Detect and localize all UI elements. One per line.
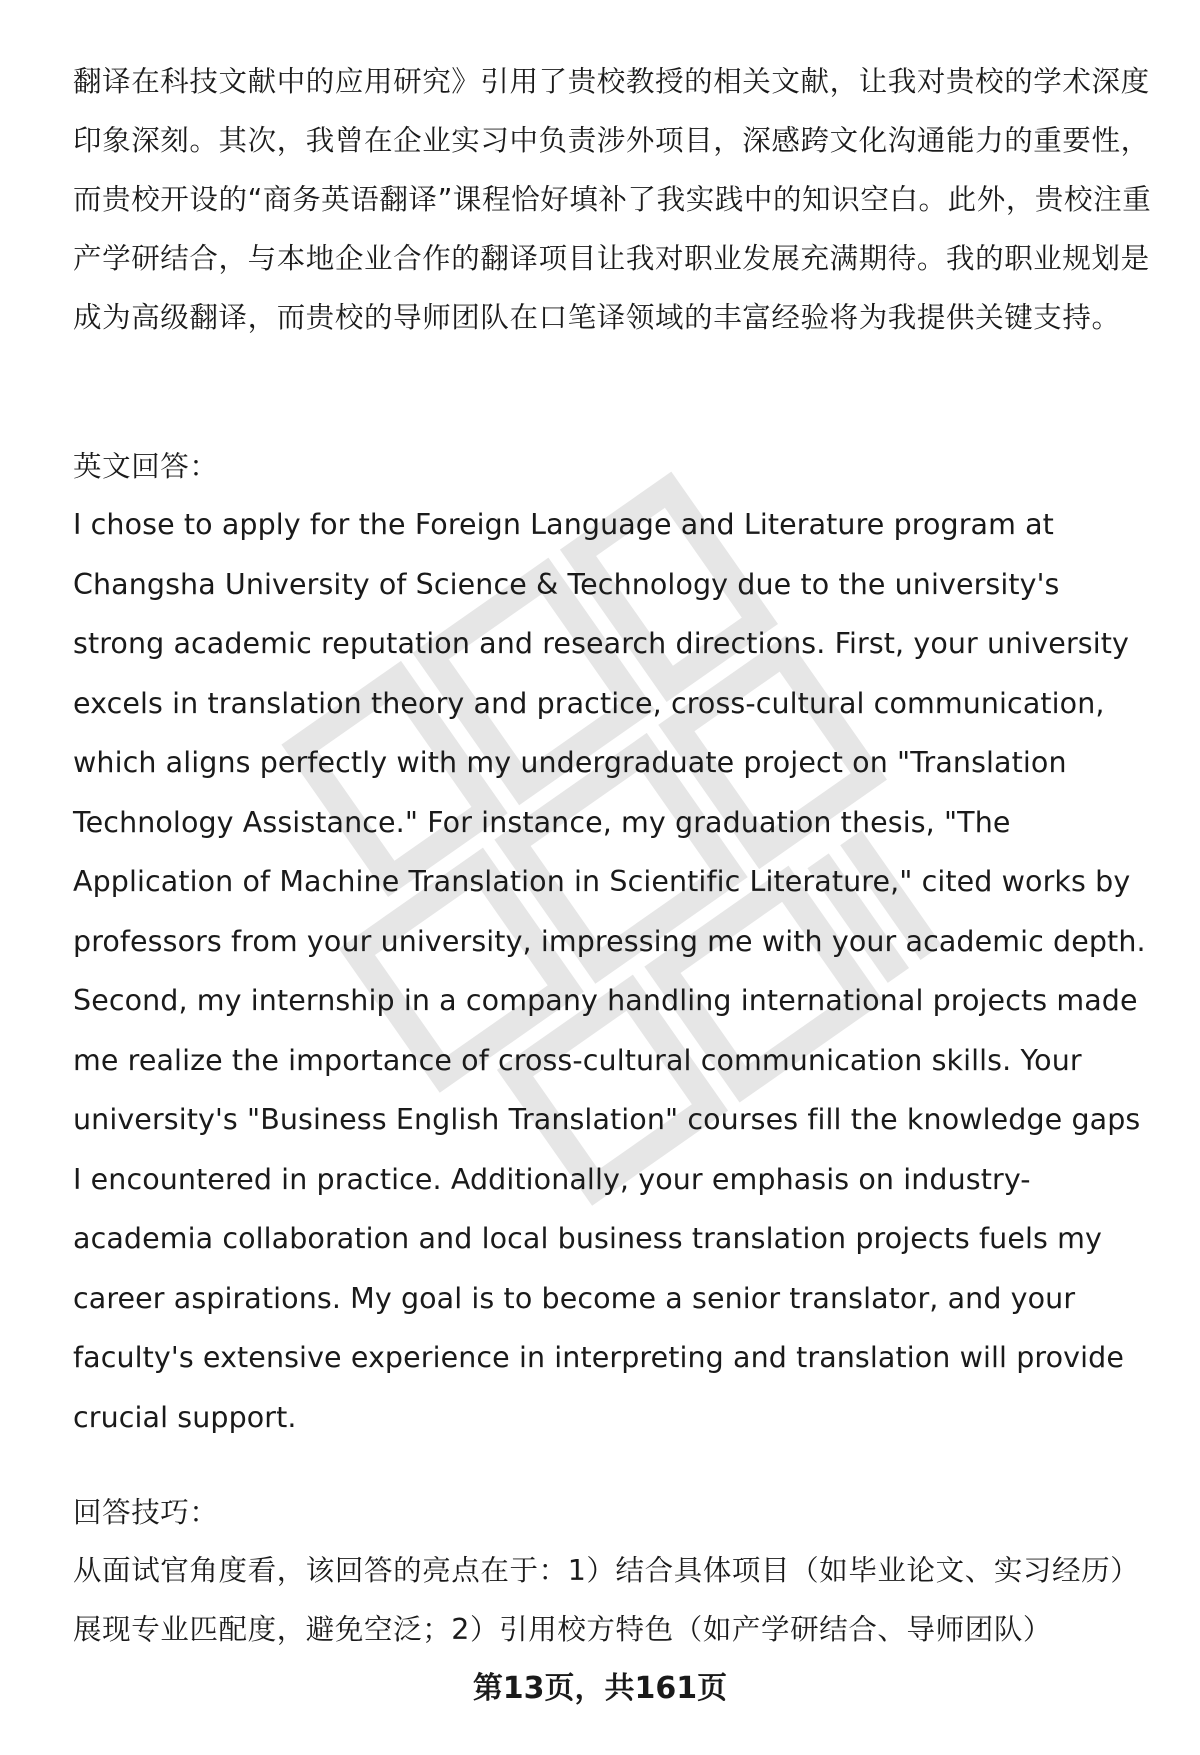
- paragraph-answer-tips: 从面试官角度看，该回答的亮点在于：1）结合具体项目（如毕业论文、实习经历）展现专业匹配度，避免空泛；2）引用校方特色（如产学研结合、导师团队）: [73, 1554, 1140, 1646]
- answer-tips-label: 回答技巧：: [73, 1496, 219, 1529]
- page-number-footer: 第13页，共161页: [472, 1671, 728, 1706]
- paragraph-chinese-answer: 翻译在科技文献中的应用研究》引用了贵校教授的相关文献，让我对贵校的学术深度印象深刻。其次，我曾在企业实习中负责涉外项目，深感跨文化沟通能力的重要性，而贵校开设的“商务英语翻译”课程恰好填补了我实践中的知识空白。此外，贵校注重产学研结合，与本地企业合作的翻译项目让我对职业发展充满期待。我的职业规划是成为高级翻译，而贵校的导师团队在口笔译领域的丰富经验将为我提供关键支持。: [73, 65, 1152, 334]
- paragraph-english-answer: I chose to apply for the Foreign Language and Literature program at Changsha University of Science & Technology due to the university's strong academic reputation and research directions. First, your university excels in translation theory and practice, cross-cultural communication, which aligns perfectly with my undergraduate project on "Translation Technology Assistance." For instance, my graduation thesis, "The Application of Machine Translation in Scientific Literature," cited works by professors from your university, impressing me with your academic depth. Second, my internship in a company handling international projects made me realize the importance of cross-cultural communication skills. Your university's "Business English Translation" courses fill the knowledge gaps I encountered in practice. Additionally, your emphasis on industry-academia collaboration and local business translation projects fuels my career aspirations. My goal is to become a senior translator, and your faculty's extensive experience in interpreting and translation will provide crucial support.: [73, 508, 1146, 1434]
- english-answer-label: 英文回答：: [73, 450, 219, 483]
